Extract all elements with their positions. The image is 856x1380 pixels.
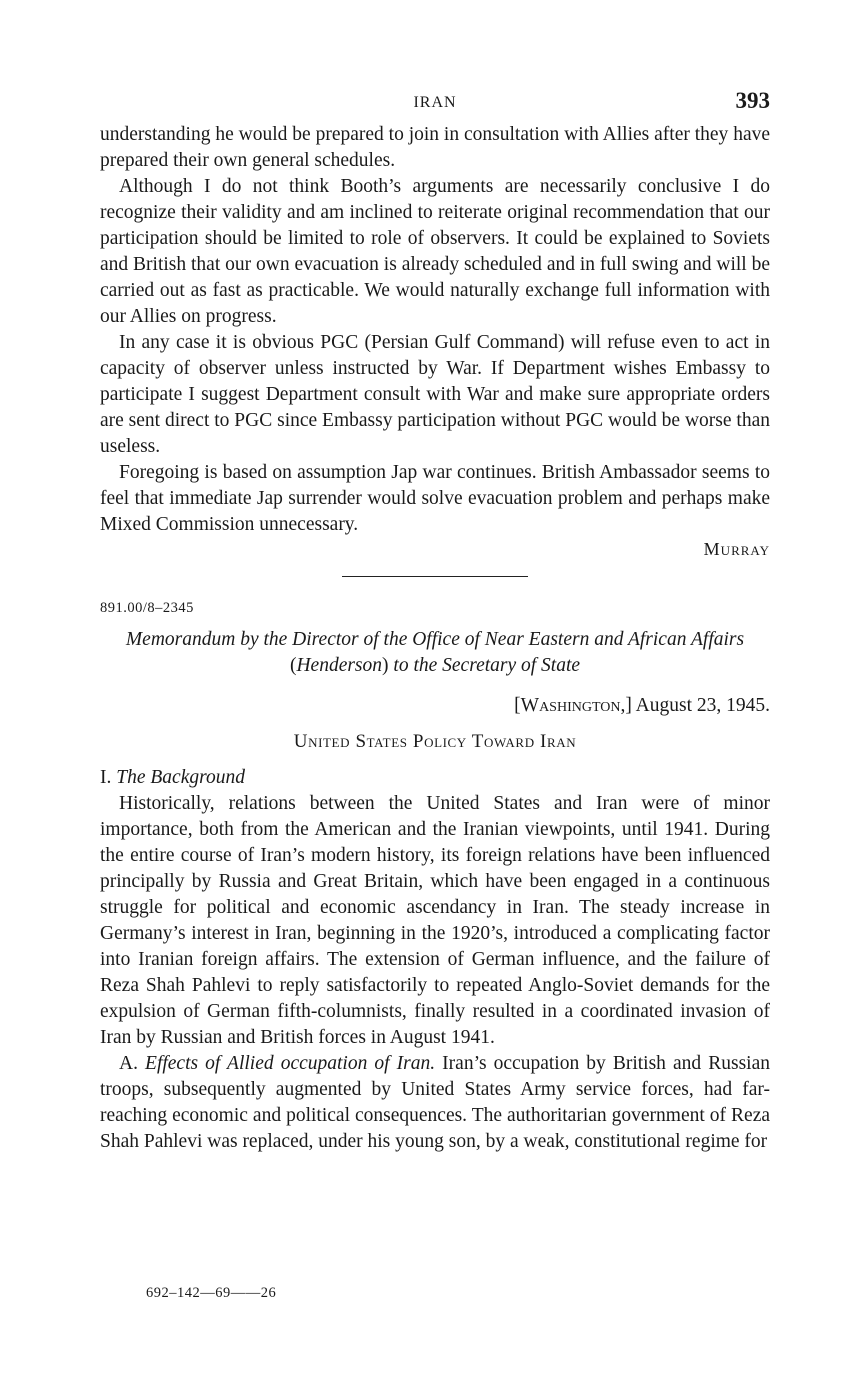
telegram-paragraph: Although I do not think Booth’s arguments are necessarily conclusive I do recognize their validity and am inclined to reiterate original recommendation that our participation should be limited to role of observers. It could be explained to Soviets and British that our own evacuation is already scheduled and in full swing and will be carried out as fast as practicable. We would naturally exchange full information with our Allies on progress. [100, 176, 770, 327]
background-paragraph: Historically, relations between the United States and Iran were of minor importance, both from the American and the Iranian viewpoints, until 1941. During the entire course of Iran’s modern history, its foreign relations have been influenced principally by Russia and Great Britain, which have been engaged in a continuous struggle for political and economic ascendancy in Iran. The steady increase in Germany’s interest in Iran, beginning in the 1920’s, introduced a complicating factor into Iranian foreign affairs. The extension of German influence, and the failure of Reza Shah Pahlevi to reply satisfactorily to repeated Anglo-Soviet demands for the expulsion of German fifth-columnists, finally resulted in a coordinated invasion of Iran by Russian and British forces in August 1941. [100, 793, 770, 1048]
memorandum-title-paren-open: ( [289, 655, 297, 676]
telegram-paragraph: Foregoing is based on assumption Jap war continues. British Ambassador seems to feel that immediate Jap surrender would solve evacuation problem and perhaps make Mixed Commission unnecessary. [100, 462, 770, 535]
memorandum-title-part1: Memorandum by the Director of the Office of Near Eastern and African Affairs [125, 629, 745, 650]
section-divider [342, 576, 528, 577]
running-title: IRAN [413, 94, 457, 111]
effects-text: Iran’s occupation by British and Russian troops, subsequently augmented by United States Army service forces, had far-reaching economic and political consequences. The authoritarian government of Reza Shah Pahlevi was replaced, under his young son, by a weak, constitutional regime for [100, 1053, 770, 1152]
memorandum-title [100, 627, 770, 679]
dateline-place: [Washington,] [514, 695, 632, 716]
file-number: 891.00/8–2345 [100, 600, 194, 616]
section-heading: United States Policy Toward Iran [293, 731, 577, 752]
memorandum-title-part2: to the Secretary of State [388, 655, 581, 676]
running-head [100, 88, 770, 122]
printer-signature-mark: 692–142—69——26 [146, 1285, 277, 1301]
sub-heading [100, 765, 770, 791]
effects-paragraph [100, 1051, 770, 1155]
sub-heading-number: I. [100, 767, 117, 788]
telegram-paragraph-continued: understanding he would be prepared to join in consultation with Allies after they have prepared their own general schedules. [100, 124, 770, 171]
telegram-signature: Murray [703, 539, 770, 559]
sub-heading-title: The Background [116, 767, 245, 788]
page-number: 393 [735, 88, 770, 113]
document-page [100, 88, 770, 1155]
memorandum-title-name: Henderson [296, 655, 383, 676]
dateline [100, 693, 770, 719]
dateline-date: August 23, 1945. [631, 695, 770, 716]
telegram-paragraph: In any case it is obvious PGC (Persian Gulf Command) will refuse even to act in capacity of observer unless instructed by War. If Department wishes Embassy to participate I suggest Department consult with War and make sure appropriate orders are sent direct to PGC since Embassy participation without PGC would be worse than useless. [100, 332, 770, 457]
effects-label: A. [119, 1053, 146, 1074]
effects-title: Effects of Allied occupation of Iran. [145, 1053, 436, 1074]
memorandum-title-paren-close: ) [382, 655, 389, 676]
